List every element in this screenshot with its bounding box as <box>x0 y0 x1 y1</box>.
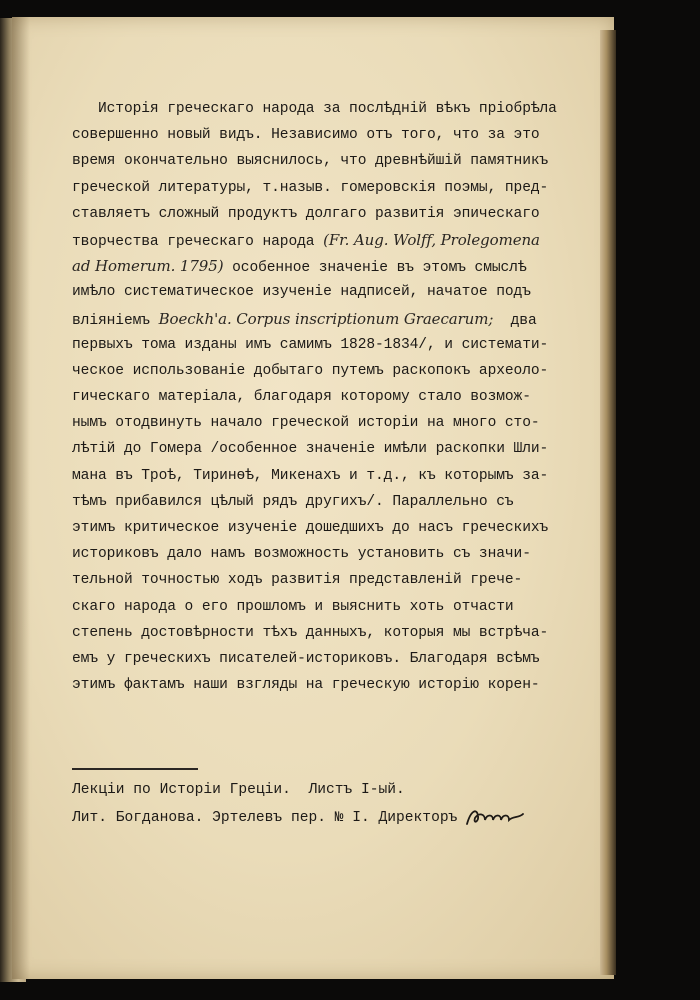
text-line: Исторія греческаго народа за послѣдній вѣкъ пріобрѣла <box>72 101 557 117</box>
text-line <box>72 253 612 279</box>
handwritten-citation: Boeckh'a. Corpus inscriptionum Graecarum; <box>158 309 494 328</box>
binding-shadow <box>12 17 30 979</box>
footer-line: Лекціи по Исторіи Греціи. Листъ I-ый. <box>72 782 405 798</box>
footnote-divider <box>72 768 198 770</box>
text-line: имѣло систематическое изученіе надписей, начатое подъ <box>72 284 531 301</box>
text-line: этимъ фактамъ наши взгляды на греческую исторію корен- <box>72 677 540 694</box>
typed-segment: особенное значеніе въ этомъ смыслѣ <box>232 260 527 277</box>
text-line: емъ у греческихъ писателей-историковъ. Благодаря всѣмъ <box>72 650 540 667</box>
text-line: тельной точностью ходъ развитія представленій грече- <box>72 572 523 589</box>
text-line: греческой литературы, т.назыв. гомеровскія поэмы, пред- <box>72 179 549 196</box>
text-line: историковъ дало намъ возможность установить съ значи- <box>72 546 531 563</box>
text-line <box>72 306 612 332</box>
text-line: совершенно новый видъ. Независимо отъ того, что за это <box>72 127 540 144</box>
body-text <box>72 96 612 698</box>
typed-segment: два <box>510 312 537 329</box>
text-line: тѣмъ прибавился цѣлый рядъ другихъ/. Параллельно съ <box>72 493 514 510</box>
text-line: нымъ отодвинуть начало греческой исторіи на много сто- <box>72 415 540 432</box>
text-line: ческое использованіе добытаго путемъ раскопокъ археоло- <box>72 362 549 379</box>
handwritten-citation: (Fr. Aug. Wolff, Prolegomena <box>323 230 540 249</box>
text-line: скаго народа о его прошломъ и выяснить хоть отчасти <box>72 598 514 615</box>
footer-imprint: Лит. Богданова. Эртелевъ пер. № I. Директоръ <box>72 810 458 826</box>
typed-segment: вліяніемъ <box>72 312 150 329</box>
handwritten-citation: ad Homerum. 1795) <box>72 257 224 276</box>
text-line: ставляетъ сложный продуктъ долгаго развитія эпическаго <box>72 205 540 222</box>
text-line: мана въ Троѣ, Тиринѳѣ, Микенахъ и т.д., къ которымъ за- <box>72 467 549 484</box>
director-signature <box>463 804 527 830</box>
text-line <box>72 227 612 253</box>
page-footer <box>72 776 612 832</box>
text-line: гическаго матеріала, благодаря которому стало возмож- <box>72 389 531 406</box>
text-line: этимъ критическое изученіе дошедшихъ до насъ греческихъ <box>72 520 549 536</box>
typed-segment: творчества греческаго народа <box>72 233 315 250</box>
text-line: лѣтій до Гомера /особенное значеніе имѣли раскопки Шли- <box>72 441 549 458</box>
footer-line <box>72 804 612 832</box>
text-line: степень достовѣрности тѣхъ данныхъ, которыя мы встрѣча- <box>72 624 549 641</box>
text-line: первыхъ тома изданы имъ самимъ 1828-1834/, и системати- <box>72 336 549 353</box>
text-line: время окончательно выяснилось, что древнѣйшій памятникъ <box>72 153 549 170</box>
